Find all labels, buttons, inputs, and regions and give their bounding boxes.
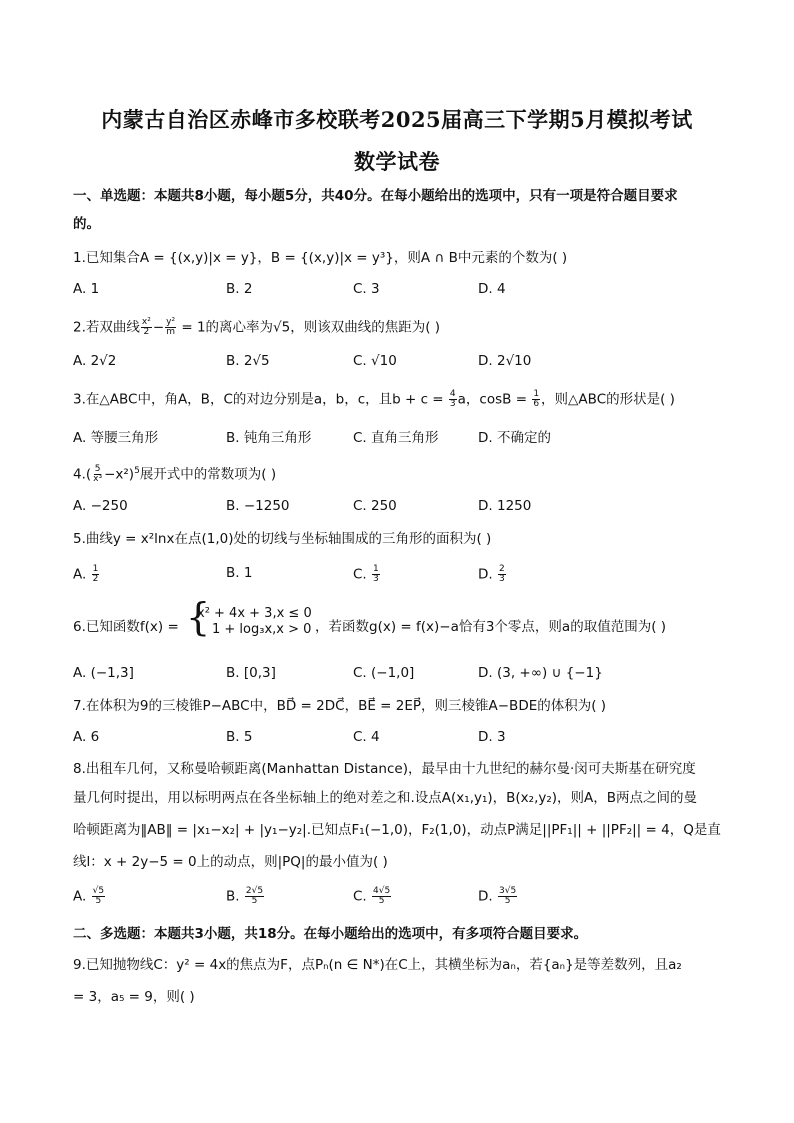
question-9-line-2: = 3，a₅ = 9，则( ) [73,989,195,1005]
question-4-text-post: 展开式中的常数项为( ) [139,466,277,483]
question-3-options [73,426,753,446]
exam-subtitle: 数学试卷 [354,149,440,174]
option-d[interactable]: D. 3 [478,729,506,745]
question-2-text-post: = 1的离心率为√5，则该双曲线的焦距为( ) [177,319,441,336]
option-b[interactable]: B. −1250 [226,498,290,514]
question-8-line-2: 量几何时提出，用以标明两点在各坐标轴上的绝对差之和.设点A(x₁,y₁)，B(x₂,y₂)，则A，B两点之间的曼 [73,790,698,806]
question-6-post: ，若函数g(x) = f(x)−a恰有3个零点，则a的取值范围为( ) [315,619,667,635]
brace: { [186,595,211,639]
option-a[interactable]: A. 等腰三角形 [73,430,159,446]
question-8-options [73,887,753,907]
question-8-line-3: 哈顿距离为‖AB‖ = |x₁−x₂| + |y₁−y₂|.已知点F₁(−1,0)，F₂(1,0)，动点P满足||PF₁|| + ||PF₂|| = 4，Q是直 [73,822,721,838]
section1-heading: 一、单选题：本题共8小题，每小题5分，共40分。在每小题给出的选项中，只有一项是符合题目要求 [73,188,678,204]
exam-title: 内蒙古自治区赤峰市多校联考2025届高三下学期5月模拟考试 [101,107,693,132]
fraction: $\frac{\text{y²}}{m}$ [166,317,176,337]
option-b[interactable]: B. 2√5 [226,353,270,369]
question-3-text-post: ，则△ABC的形状是( ) [541,391,675,408]
question-4-text-mid: −x²) [104,466,135,483]
question-8-line-1: 8.出租车几何，又称曼哈顿距离(Manhattan Distance)，最早由十九世纪的赫尔曼·闵可夫斯基在研究度 [73,761,696,777]
question-6-options [73,665,753,685]
question-1-options [73,281,753,301]
option-c[interactable]: C. 4 [353,729,380,745]
question-7: 7.在体积为9的三棱锥P−ABC中，BD⃗ = 2DC⃗，BE⃗ = 2EP⃗，则三棱锥A−BDE的体积为( ) [73,698,607,714]
exponent: 5 [134,466,140,476]
question-6-pre: 6.已知函数f(x) = [73,619,179,635]
option-d[interactable]: D. $\frac{2}{3}$ [478,564,505,584]
option-d[interactable]: D. $\frac{3√5}{5}$ [478,886,517,906]
option-c[interactable]: C. $\frac{1}{3}$ [353,564,379,584]
fraction: $\frac{\text{x²}}{2}$ [141,317,151,337]
option-b[interactable]: B. 钝角三角形 [226,430,312,446]
option-c[interactable]: C. 250 [353,498,397,514]
option-d[interactable]: D. 2√10 [478,353,532,369]
option-a[interactable]: A. 6 [73,729,100,745]
section1-heading-cont: 的。 [73,216,100,232]
section2-heading: 二、多选题：本题共3小题，共18分。在每小题给出的选项中，有多项符合题目要求。 [73,926,588,942]
question-4 [73,462,276,484]
option-d[interactable]: D. 不确定的 [478,430,551,446]
option-d[interactable]: D. (3, +∞) ∪ {−1} [478,665,603,681]
question-5: 5.曲线y = x²lnx在点(1,0)处的切线与坐标轴围成的三角形的面积为( ) [73,531,492,547]
option-a[interactable]: A. $\frac{1}{2}$ [73,564,99,584]
piece-1: x² + 4x + 3,x ≤ 0 [197,606,312,621]
question-3-text-pre: 3.在△ABC中，角A，B，C的对边分别是a，b，c，且b + c = [73,391,448,408]
option-a[interactable]: A. 1 [73,281,100,297]
option-c[interactable]: C. $\frac{4√5}{5}$ [353,886,391,906]
question-3-text-mid: a，cosB = [457,391,532,408]
question-2 [73,318,440,337]
option-b[interactable]: B. 5 [226,729,253,745]
option-a[interactable]: A. (−1,3] [73,665,134,681]
fraction: $\frac{1}{6}$ [533,389,540,409]
question-5-options [73,565,753,585]
fraction: $\frac{4}{3}$ [449,389,456,409]
question-4-text-pre: 4.( [73,466,92,483]
question-2-options [73,353,753,373]
option-d[interactable]: D. 1250 [478,498,532,514]
option-b[interactable]: B. $\frac{2√5}{5}$ [226,886,264,906]
question-1: 1.已知集合A = {(x,y)|x = y}，B = {(x,y)|x = y³}，则A ∩ B中元素的个数为( ) [73,250,568,266]
question-3 [73,390,675,409]
question-4-options [73,498,753,518]
question-7-options [73,729,753,749]
option-c[interactable]: C. 直角三角形 [353,430,439,446]
option-c[interactable]: C. (−1,0] [353,665,415,681]
option-b[interactable]: B. 2 [226,281,253,297]
question-2-text-pre: 2.若双曲线 [73,319,140,336]
minus-sign: − [152,319,165,336]
option-a[interactable]: A. 2√2 [73,353,117,369]
question-8-line-4: 线l：x + 2y−5 = 0上的动点，则|PQ|的最小值为( ) [73,854,388,870]
piece-2: 1 + log₃x,x > 0 [212,622,312,637]
option-d[interactable]: D. 4 [478,281,506,297]
option-b[interactable]: B. [0,3] [226,665,276,681]
option-c[interactable]: C. 3 [353,281,380,297]
option-a[interactable]: A. $\frac{√5}{5}$ [73,886,105,906]
option-b[interactable]: B. 1 [226,565,253,581]
option-a[interactable]: A. −250 [73,498,128,514]
question-9-line-1: 9.已知抛物线C：y² = 4x的焦点为F，点Pₙ(n ∈ N*)在C上，其横坐标为aₙ，若{aₙ}是等差数列，且a₂ [73,957,682,973]
option-c[interactable]: C. √10 [353,353,397,369]
fraction: $\frac{5}{\text{x³}}$ [93,464,103,484]
